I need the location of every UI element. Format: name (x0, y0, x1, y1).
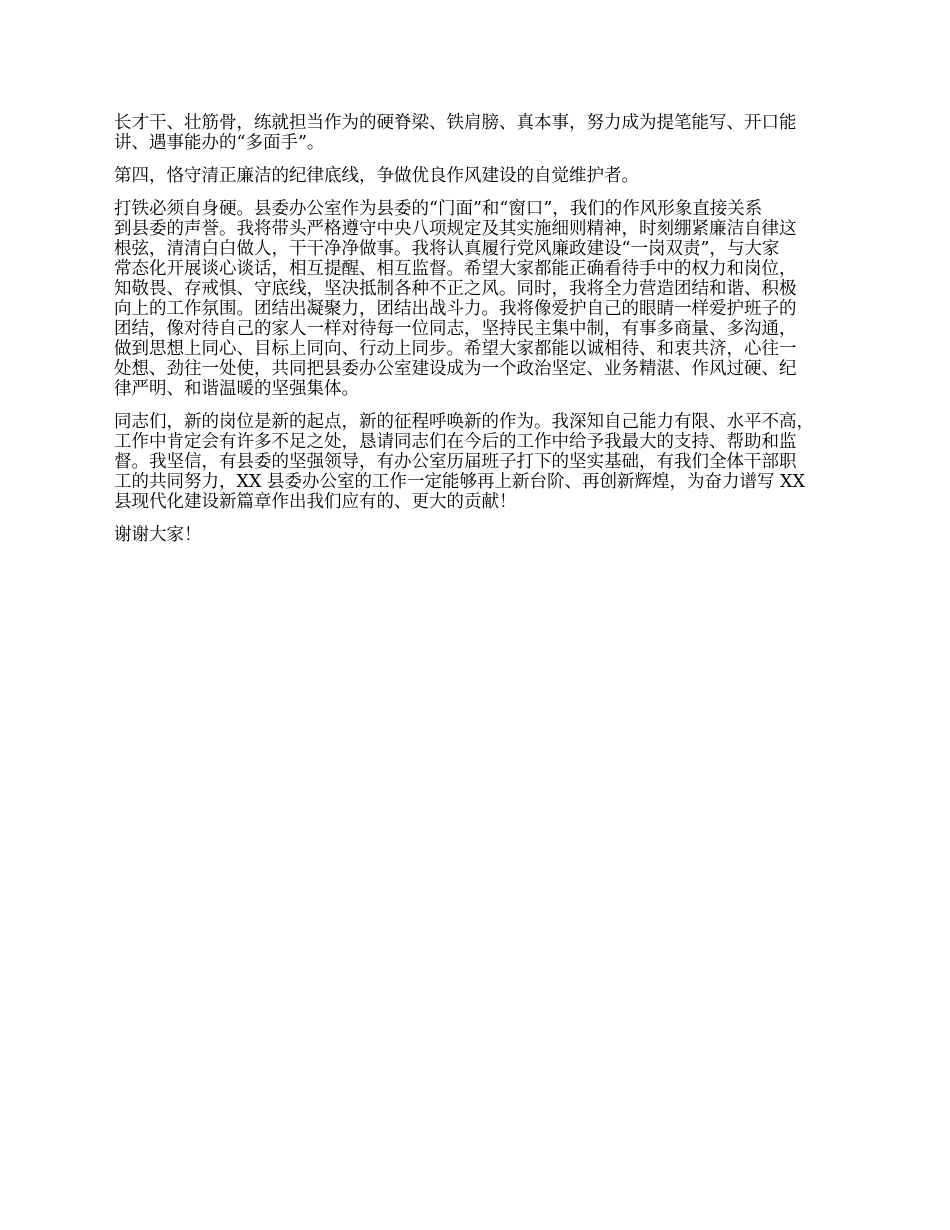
text-line: 县现代化建设新篇章作出我们应有的、更大的贡献！ (114, 492, 517, 512)
text-line: 工作中肯定会有许多不足之处，恳请同志们在今后的工作中给予我最大的支持、帮助和监 (114, 432, 797, 452)
paragraph-thanks (114, 525, 842, 545)
text-line: 处想、劲往一处使，共同把县委办公室建设成为一个政治坚定、业务精湛、作风过硬、纪 (114, 359, 797, 379)
paragraph-integrity (114, 199, 842, 399)
text-line: 长才干、壮筋骨，练就担当作为的硬脊梁、铁肩膀、真本事，努力成为提笔能写、开口能 (114, 113, 797, 133)
text-line: 团结，像对待自己的家人一样对待每一位同志，坚持民主集中制，有事多商量、多沟通， (114, 319, 797, 339)
paragraph-continuation (114, 113, 842, 153)
text-line: 工的共同努力，XX 县委办公室的工作一定能够再上新台阶、再创新辉煌，为奋力谱写 XX (114, 472, 805, 492)
text-line: 讲、遇事能办的“多面手”。 (114, 133, 325, 153)
paragraph-section-heading (114, 166, 842, 186)
text-line: 谢谢大家！ (114, 525, 202, 545)
text-line: 常态化开展谈心谈话，相互提醒、相互监督。希望大家都能正确看待手中的权力和岗位， (114, 259, 797, 279)
text-line: 督。我坚信，有县委的坚强领导，有办公室历届班子打下的坚实基础，有我们全体干部职 (114, 452, 797, 472)
text-line: 到县委的声誉。我将带头严格遵守中央八项规定及其实施细则精神，时刻绷紧廉洁自律这 (114, 219, 797, 239)
paragraph-closing (114, 412, 842, 512)
text-line: 向上的工作氛围。团结出凝聚力，团结出战斗力。我将像爱护自己的眼睛一样爱护班子的 (114, 299, 797, 319)
text-line: 律严明、和谐温暖的坚强集体。 (114, 379, 359, 399)
text-line: 做到思想上同心、目标上同向、行动上同步。希望大家都能以诚相待、和衷共济，心往一 (114, 339, 797, 359)
text-line: 第四，恪守清正廉洁的纪律底线，争做优良作风建设的自觉维护者。 (114, 166, 639, 186)
text-line: 根弦，清清白白做人，干干净净做事。我将认真履行党风廉政建设“一岗双责”，与大家 (114, 239, 780, 259)
text-line: 知敬畏、存戒惧、守底线，坚决抵制各种不正之风。同时，我将全力营造团结和谐、积极 (114, 279, 797, 299)
document-body (114, 113, 842, 558)
text-line: 打铁必须自身硬。县委办公室作为县委的“门面”和“窗口”，我们的作风形象直接关系 (114, 199, 763, 219)
text-line: 同志们，新的岗位是新的起点，新的征程呼唤新的作为。我深知自己能力有限、水平不高， (114, 412, 814, 432)
